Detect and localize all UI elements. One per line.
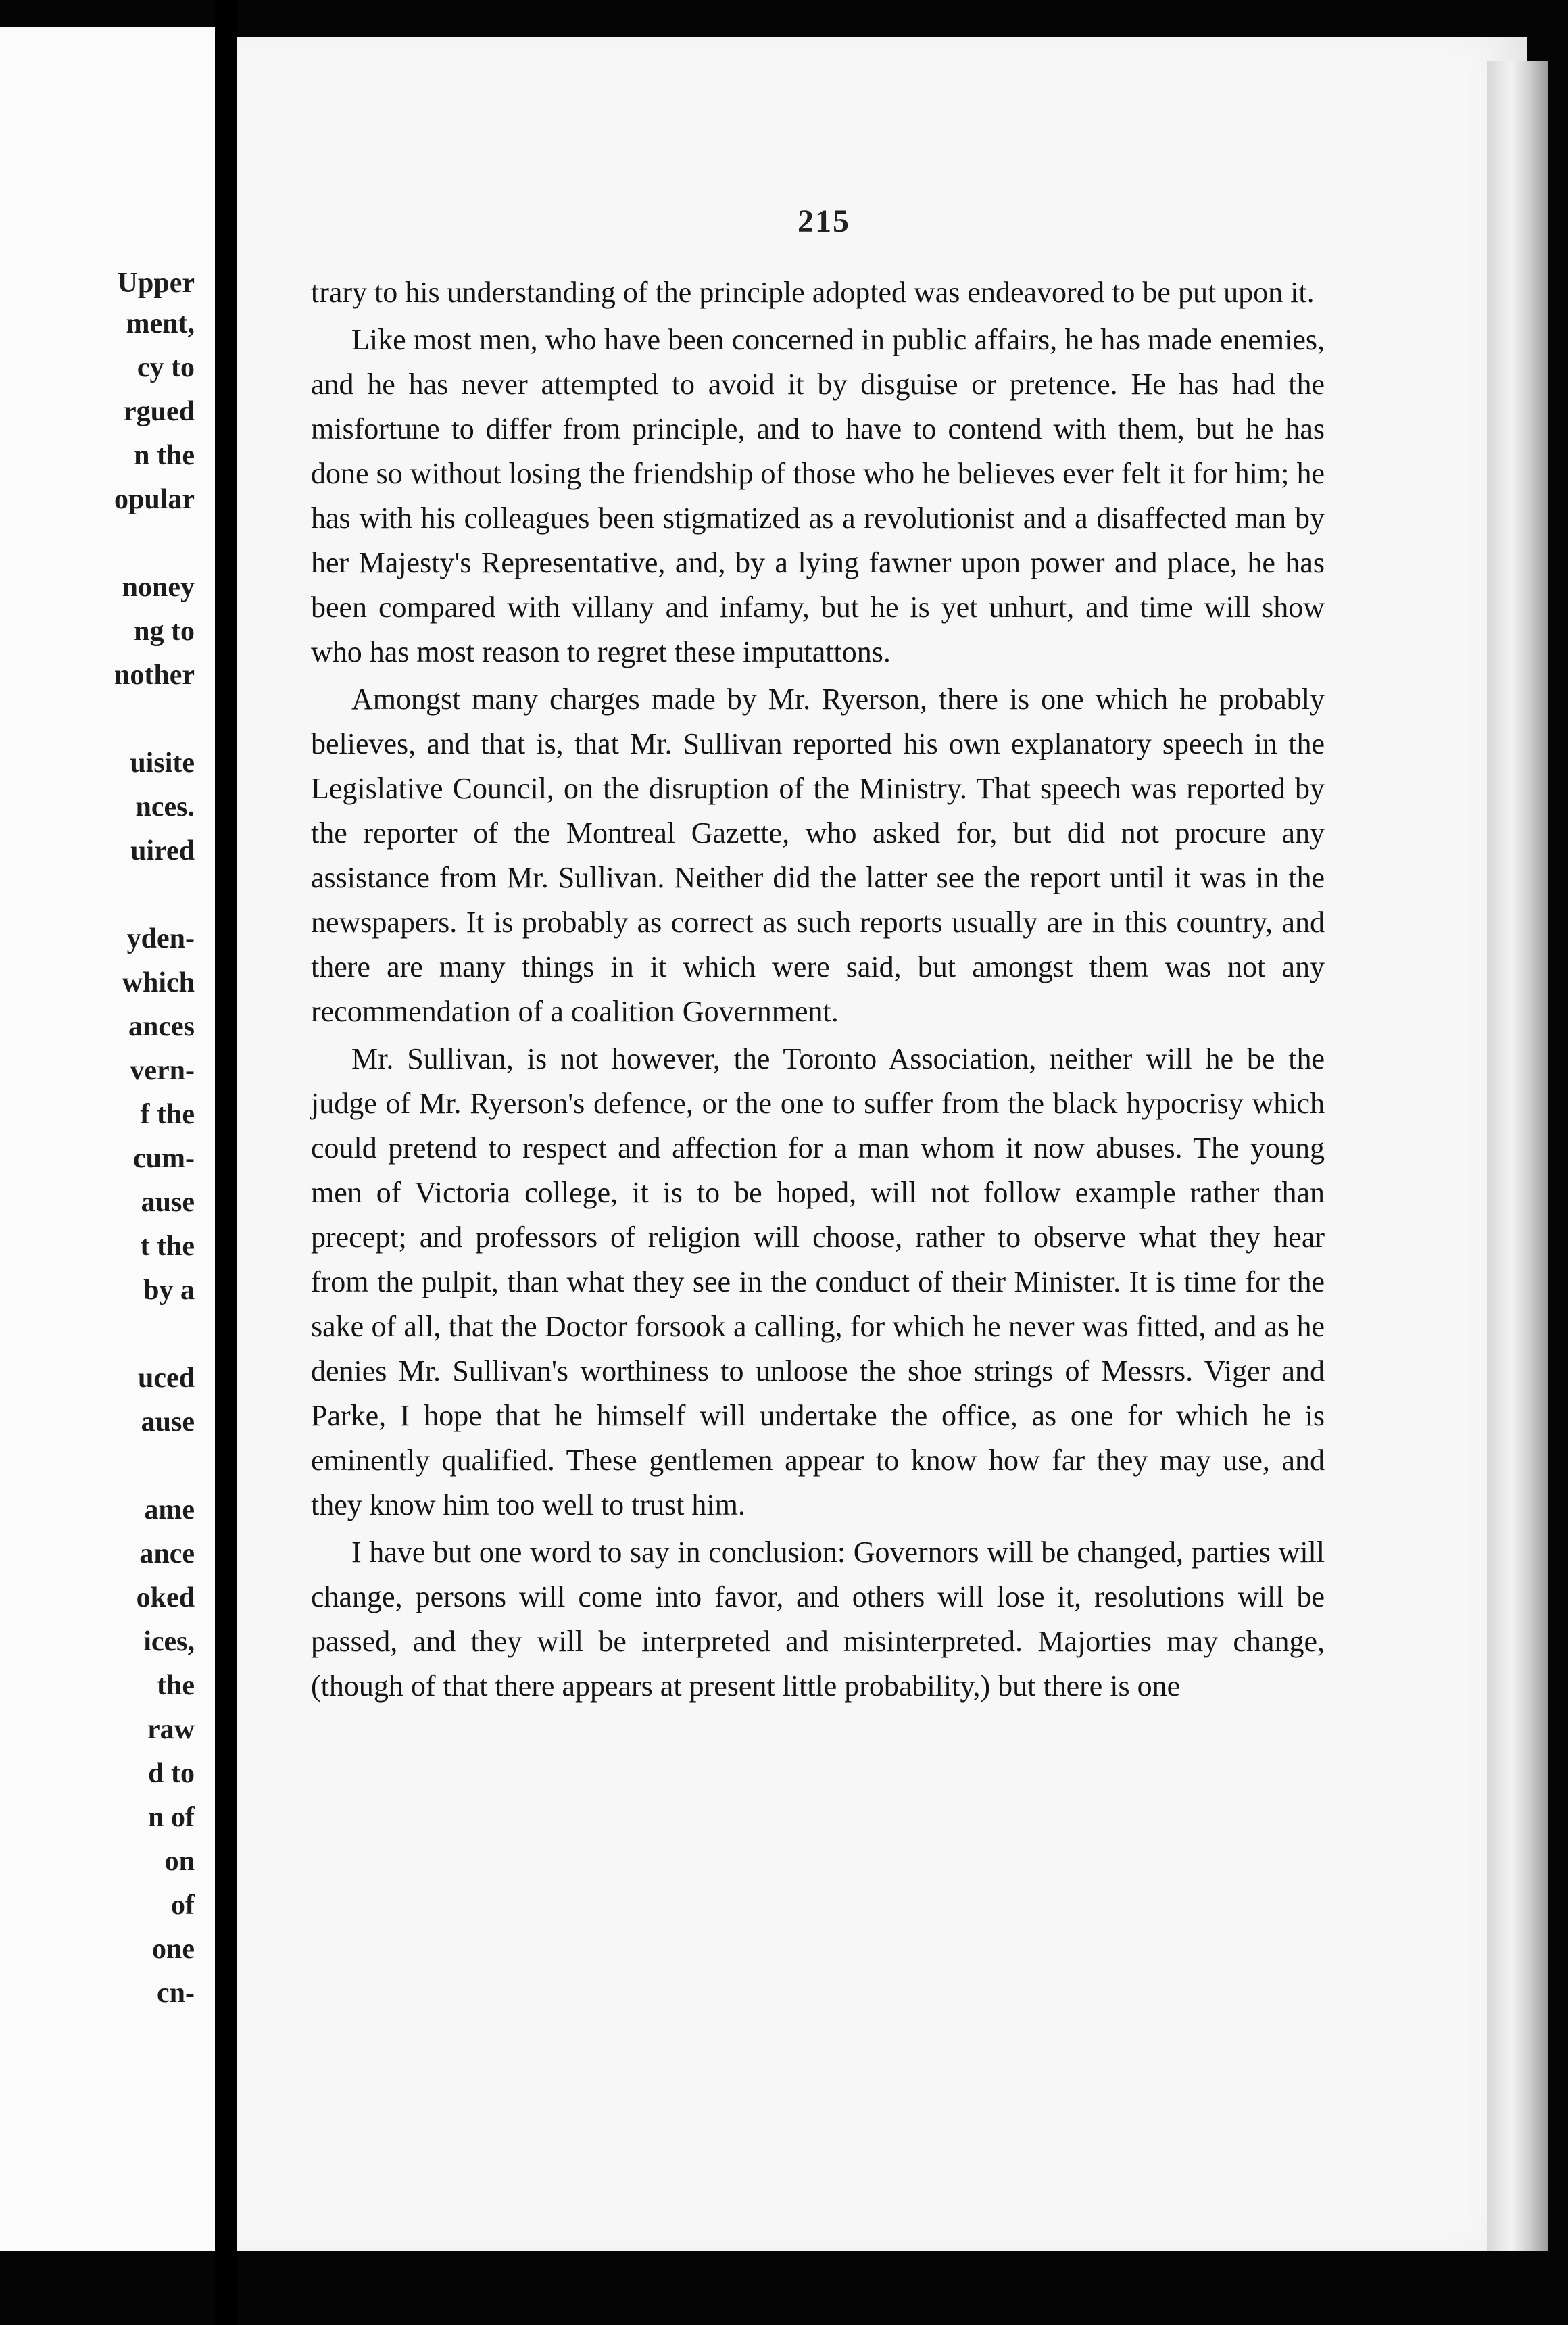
left-page-line: ause — [141, 1406, 195, 1438]
left-page-line: opular — [114, 484, 195, 515]
left-page-line: ices, — [143, 1626, 195, 1657]
book-gutter — [215, 0, 237, 2325]
left-page-line: ances — [128, 1011, 195, 1042]
left-page-line: which — [122, 967, 195, 998]
left-page-line: on — [164, 1846, 195, 1877]
paragraph-3: Amongst many charges made by Mr. Ryerson, there is one which he probably believes, and that is, that Mr. Sullivan reported his own explanatory speech in the Legislative Council, on the disruption of the Ministry. That speech was reported by the reporter of the Montreal Gazette, who asked for, but did not procure any assistance from Mr. Sullivan. Neither did the latter see the report until it was in the newspapers. It is probably as correct as such reports usually are in this country, and there are many things in it which were said, but amongst them was not any recommendation of a coalition Government. — [311, 683, 1325, 1028]
left-page-line: vern- — [130, 1055, 195, 1086]
left-page-line: d to — [148, 1758, 195, 1789]
left-page-line: by a — [143, 1275, 195, 1306]
left-page-line: nother — [114, 660, 195, 691]
left-page-line: ame — [144, 1494, 195, 1525]
left-page-line: ment, — [126, 308, 195, 339]
left-page-line: ng to — [134, 616, 195, 647]
left-page-line: n of — [148, 1802, 195, 1833]
left-page-line: n the — [134, 440, 195, 471]
paragraph-1: trary to his understanding of the principle adopted was endeavored to be put upon it. — [311, 276, 1315, 309]
left-page-line: of — [171, 1890, 195, 1921]
paragraph-5: I have but one word to say in conclusion: Governors will be changed, parties will change, persons will come into favor, and others will lose it, resolutions will be passed, and they will be interpreted and misinterpreted. Majorties may change, (though of that there appears at present little probability,) but there is one — [311, 1536, 1325, 1703]
left-page-line: uisite — [130, 748, 195, 779]
left-page-line: noney — [122, 572, 195, 603]
left-page-line: cy to — [137, 352, 195, 383]
left-page-line: rgued — [124, 396, 195, 427]
left-page-line: the — [157, 1670, 195, 1701]
left-page-line: oked — [136, 1582, 195, 1613]
left-page-line: cn- — [157, 1978, 195, 2009]
left-page-line: raw — [147, 1714, 195, 1745]
page-number: 215 — [798, 203, 850, 239]
paragraph-2: Like most men, who have been concerned in public affairs, he has made enemies, and he has never attempted to avoid it by disguise or pretence. He has had the misfortune to differ from principle, and to have to contend with them, but he has done so without losing the friendship of those who he believes ever felt it for him; he has with his colleagues been stigmatized as a revolutionist and a disaffected man by her Majesty's Representative, and, by a lying fawner upon power and place, he has been compared with villany and infamy, but he is yet unhurt, and time will show who has most reason to regret these imputattons. — [311, 323, 1325, 668]
body-text — [311, 270, 1325, 1709]
left-page-line: yden- — [126, 923, 195, 954]
left-page-line: nces. — [135, 791, 195, 823]
left-page-line: cum- — [133, 1143, 195, 1174]
left-page-line: one — [152, 1934, 195, 1965]
left-page-line: f the — [140, 1099, 195, 1130]
left-page-line: Upper — [117, 268, 195, 299]
left-page-line: ause — [141, 1187, 195, 1218]
left-page-line: uired — [130, 835, 195, 866]
paragraph-4: Mr. Sullivan, is not however, the Toronto Association, neither will he be the judge of Mr. Ryerson's defence, or the one to suffer from the black hypocrisy which could pretend to respect and affection for a man whom it now abuses. The young men of Victoria college, it is to be hoped, will not follow example rather than precept; and professors of religion will choose, rather to observe what they hear from the pulpit, than what they see in the conduct of their Minister. It is time for the sake of all, that the Doctor forsook a calling, for which he never was fitted, and as he denies Mr. Sullivan's worthiness to unloose the shoe strings of Messrs. Viger and Parke, I hope that he himself will undertake the office, as one for which he is eminently qualified. These gentlemen appear to know how far they may use, and they know him too well to trust him. — [311, 1042, 1325, 1521]
page-edge — [1487, 61, 1548, 2251]
left-page-line: t the — [140, 1231, 195, 1262]
left-facing-page — [0, 27, 215, 2251]
left-page-line: ance — [139, 1538, 195, 1569]
left-page-line: uced — [138, 1363, 195, 1394]
